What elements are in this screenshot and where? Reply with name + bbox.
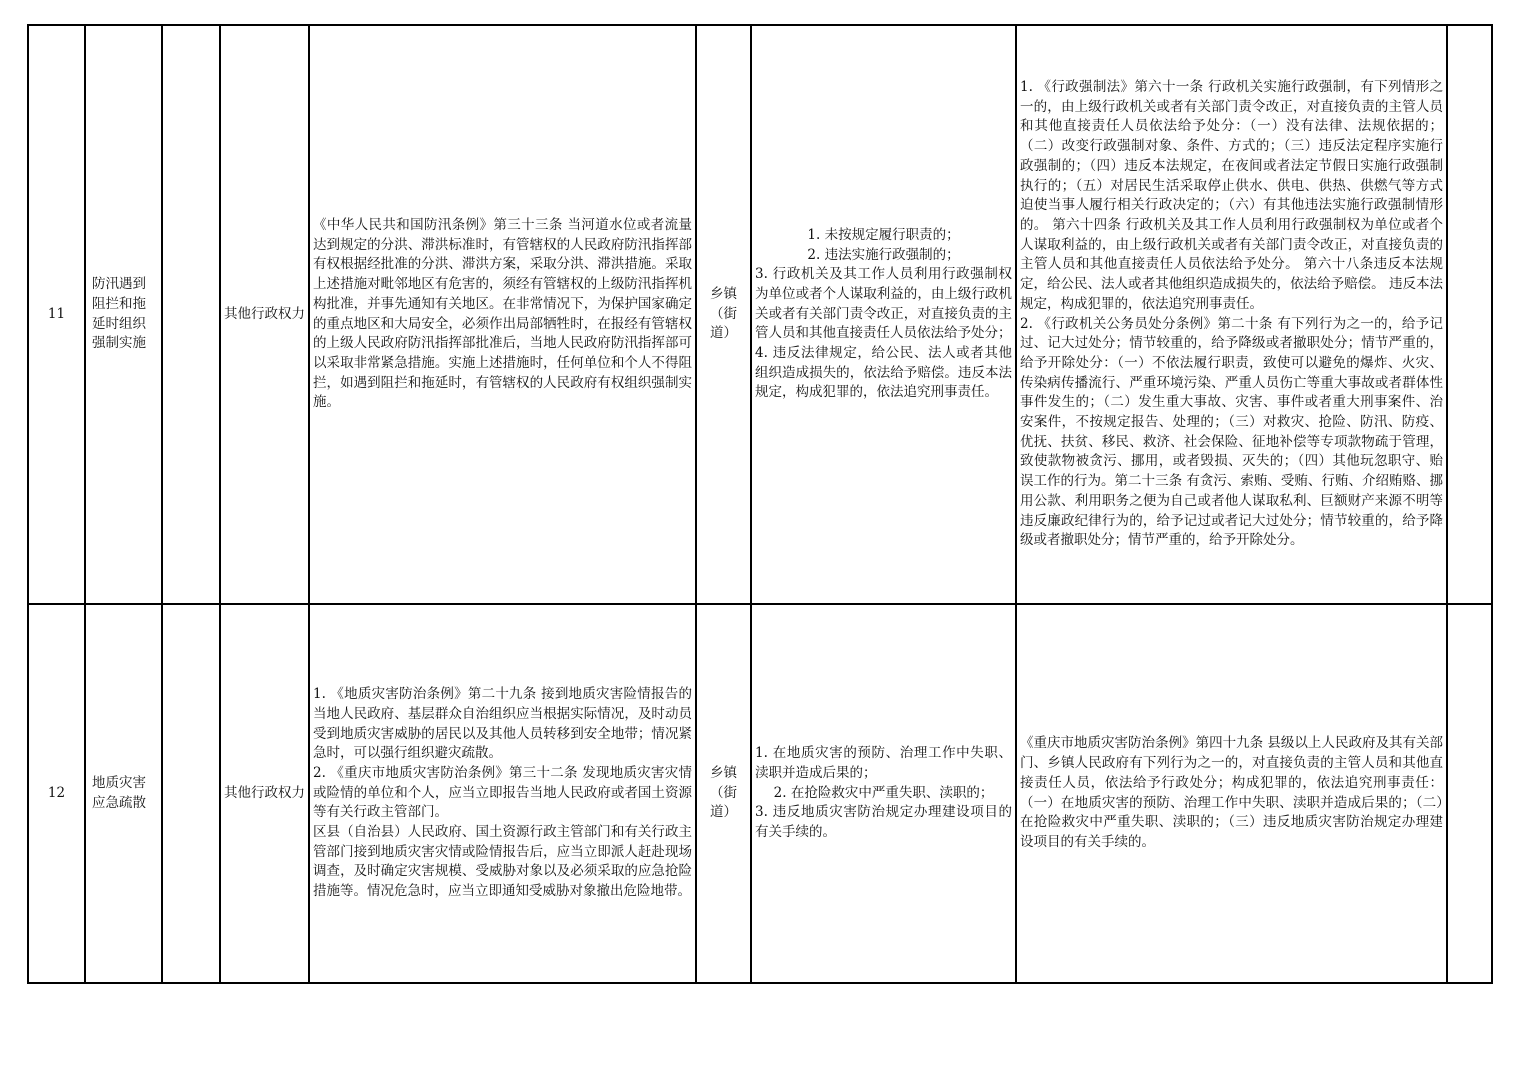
row-number: 11: [28, 25, 85, 604]
accountability-item: 2. 《行政机关公务员处分条例》第二十条 有下列行为之一的，给予记过、记大过处分；情节较重的，给予降级或者撤职处分；情节严重的，给予开除处分：（一）不依法履行职责，致使可以避免的爆炸、火灾、传染病传播流行、严重环境污染、严重人员伤亡等重大事故或者群体性事件发生的；（二）发生重大事故、灾害、事件或者重大刑事案件、治安案件，不按规定报告、处理的；（三）对救灾、抢险、防汛、防疫、优抚、扶贫、移民、救济、社会保险、征地补偿等专项款物疏于管理，致使款物被贪污、挪用，或者毁损、灭失的；（四）其他玩忽职守、贻误工作的行为。第二十三条 有贪污、索贿、受贿、行贿、介绍贿赂、挪用公款、利用职务之便为自己或者他人谋取私利、巨额财产来源不明等违反廉政纪律行为的，给予记过或者记大过处分；情节较重的，给予降级或者撤职处分；情节严重的，给予开除处分。: [1020, 315, 1443, 549]
row-number: 12: [28, 604, 85, 983]
exercise-level: 乡镇（街道）: [696, 604, 751, 983]
table-row: [28, 25, 1492, 604]
duty-item: 3. 违反地质灾害防治规定办理建设项目的有关手续的。: [755, 804, 1012, 841]
legal-basis-item: 2. 《重庆市地质灾害防治条例》第三十二条 发现地质灾害灾情或险情的单位和个人，应当立即报告当地人民政府或者国土资源等有关行政主管部门。: [313, 764, 692, 821]
power-type: 其他行政权力: [220, 604, 309, 983]
power-name: 防汛遇到阻拦和拖延时组织强制实施: [85, 25, 162, 604]
note-cell: [1447, 604, 1492, 983]
power-code: [162, 604, 220, 983]
duty-cell: [751, 25, 1016, 604]
legal-basis-item: 区县（自治县）人民政府、国土资源行政主管部门和有关行政主管部门接到地质灾害灾情或险情报告后，应当立即派人赶赴现场调查，及时确定灾害规模、受威胁对象以及必须采取的应急抢险措施等。情况危急时，应当立即通知受威胁对象撤出危险地带。: [313, 824, 692, 900]
duty-item: 3. 行政机关及其工作人员利用行政强制权为单位或者个人谋取利益的，由上级行政机关或者有关部门责令改正，对直接负责的主管人员和其他直接责任人员依法给予处分；: [755, 266, 1012, 342]
legal-basis-item: 1. 《地质灾害防治条例》第二十九条 接到地质灾害险情报告的当地人民政府、基层群众自治组织应当根据实际情况，及时动员受到地质灾害威胁的居民以及其他人员转移到安全地带；情况紧急时，可以强行组织避灾疏散。: [313, 686, 692, 762]
power-list-table: [27, 24, 1493, 984]
power-name: 地质灾害应急疏散: [85, 604, 162, 983]
exercise-level: 乡镇（街道）: [696, 25, 751, 604]
power-code: [162, 25, 220, 604]
power-type: 其他行政权力: [220, 25, 309, 604]
accountability-item: 1. 《行政强制法》第六十一条 行政机关实施行政强制，有下列情形之一的，由上级行政机关或者有关部门责令改正，对直接负责的主管人员和其他直接责任人员依法给予处分：（一）没有法律、法规依据的；（二）改变行政强制对象、条件、方式的；（三）违反法定程序实施行政强制的；（四）违反本法规定，在夜间或者法定节假日实施行政强制执行的；（五）对居民生活采取停止供水、供电、供热、供燃气等方式迫使当事人履行相关行政决定的；（六）有其他违法实施行政强制情形的。 第六十四条 行政机关及其工作人员利用行政强制权为单位或者个人谋取利益的，由上级行政机关或者有关部门责令改正，对直接负责的主管人员和其他直接责任人员依法给予处分。 第六十八条违反本法规定，给公民、法人或者其他组织造成损失的，依法给予赔偿。 违反本法规定，构成犯罪的，依法追究刑事责任。: [1020, 79, 1443, 312]
duty-item: 4. 违反法律规定，给公民、法人或者其他组织造成损失的，依法给予赔偿。违反本法规定，构成犯罪的，依法追究刑事责任。: [755, 345, 1012, 401]
table-row: [28, 604, 1492, 983]
note-cell: [1447, 25, 1492, 604]
legal-basis: 《中华人民共和国防汛条例》第三十三条 当河道水位或者流量达到规定的分洪、滞洪标准时，有管辖权的人民政府防汛指挥部有权根据经批准的分洪、滞洪方案，采取分洪、滞洪措施。采取上述措施对毗邻地区有危害的，须经有管辖权的上级防汛指挥机构批准，并事先通知有关地区。在非常情况下，为保护国家确定的重点地区和大局安全，必须作出局部牺牲时，在报经有管辖权的上级人民政府防汛指挥部批准后，当地人民政府防汛指挥部可以采取非常紧急措施。实施上述措施时，任何单位和个人不得阻拦，如遇到阻拦和拖延时，有管辖权的人民政府有权组织强制实施。: [309, 25, 696, 604]
duty-item: 2. 在抢险救灾中严重失职、渎职的；: [773, 784, 994, 801]
legal-basis-cell: [309, 604, 696, 983]
duty-item: 1. 未按规定履行职责的；: [807, 226, 960, 243]
accountability: 《重庆市地质灾害防治条例》第四十九条 县级以上人民政府及其有关部门、乡镇人民政府有下列行为之一的，对直接负责的主管人员和其他直接责任人员，依法给予行政处分；构成犯罪的，依法追究刑事责任：（一）在地质灾害的预防、治理工作中失职、渎职并造成后果的；（二）在抢险救灾中严重失职、渎职的；（三）违反地质灾害防治规定办理建设项目的有关手续的。: [1016, 604, 1447, 983]
duty-item: 1. 在地质灾害的预防、治理工作中失职、渎职并造成后果的；: [755, 745, 1012, 781]
duty-cell: [751, 604, 1016, 983]
duty-item: 2. 违法实施行政强制的；: [807, 246, 960, 263]
accountability-cell: [1016, 25, 1447, 604]
